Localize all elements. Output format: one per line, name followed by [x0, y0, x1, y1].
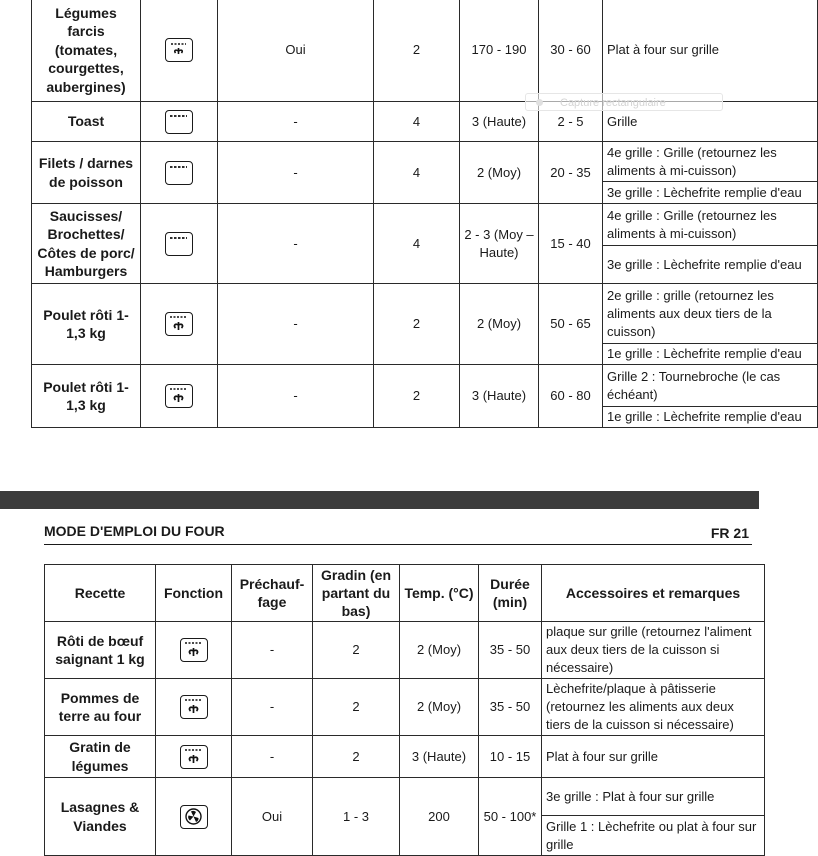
function-cell — [141, 284, 218, 365]
recipe-name: Filets / darnes de poisson — [32, 142, 141, 204]
rack-value: 2 — [374, 365, 460, 428]
time-value: 60 - 80 — [539, 365, 603, 428]
temp-value: 170 - 190 — [460, 0, 539, 102]
temp-value: 3 (Haute) — [400, 736, 479, 778]
remarks: 3e grille : Lèchefrite remplie d'eau — [603, 246, 818, 284]
time-value: 2 - 5 — [539, 102, 603, 142]
function-cell — [141, 365, 218, 428]
preheat-value: - — [218, 142, 374, 204]
preheat-value: Oui — [218, 0, 374, 102]
time-value: 50 - 65 — [539, 284, 603, 365]
function-cell — [141, 142, 218, 204]
header-recipe: Recette — [45, 565, 156, 622]
preheat-value: - — [218, 204, 374, 284]
remarks: 3e grille : Plat à four sur grille — [542, 778, 765, 816]
function-cell — [156, 622, 232, 679]
remarks: Plat à four sur grille — [542, 736, 765, 778]
recipe-name: Poulet rôti 1-1,3 kg — [32, 284, 141, 365]
header-function: Fonction — [156, 565, 232, 622]
remarks: 2e grille : grille (retournez les aliments aux deux tiers de la cuisson) — [603, 284, 818, 344]
turbo-grill-icon — [165, 384, 193, 408]
preheat-value: - — [218, 102, 374, 142]
function-cell — [141, 102, 218, 142]
rack-value: 2 — [313, 736, 400, 778]
header-rack: Gradin (en partant du bas) — [313, 565, 400, 622]
capture-tooltip-label: Capture rectangulaire — [560, 97, 666, 109]
header-remarks: Accessoires et remarques — [542, 565, 765, 622]
header-duration: Durée (min) — [479, 565, 542, 622]
preheat-value: - — [218, 284, 374, 365]
remarks: Lèchefrite/plaque à pâtisserie (retournez les aliments aux deux tiers de la cuisson si nécessaire) — [542, 679, 765, 736]
recipe-name: Légumes farcis (tomates, courgettes, aubergines) — [32, 0, 141, 102]
page-title: MODE D'EMPLOI DU FOUR — [44, 523, 225, 539]
table-row — [32, 0, 818, 102]
temp-value: 2 - 3 (Moy – Haute) — [460, 204, 539, 284]
time-value: 15 - 40 — [539, 204, 603, 284]
table-row — [32, 365, 818, 407]
function-cell — [156, 778, 232, 856]
remarks: 3e grille : Lèchefrite remplie d'eau — [603, 182, 818, 204]
rack-value: 4 — [374, 204, 460, 284]
recipe-name: Toast — [32, 102, 141, 142]
rack-value: 2 — [374, 284, 460, 365]
temp-value: 2 (Moy) — [400, 622, 479, 679]
remarks: Grille 2 : Tournebroche (le cas échéant) — [603, 365, 818, 407]
recipe-name: Lasagnes & Viandes — [45, 778, 156, 856]
table-row — [45, 736, 765, 778]
remarks: Plat à four sur grille — [603, 0, 818, 102]
time-value: 50 - 100* — [479, 778, 542, 856]
header-row — [45, 565, 765, 622]
function-cell — [156, 736, 232, 778]
recipe-name: Saucisses/ Brochettes/ Côtes de porc/ Hamburgers — [32, 204, 141, 284]
preheat-value: Oui — [232, 778, 313, 856]
function-cell — [156, 679, 232, 736]
rack-value: 4 — [374, 142, 460, 204]
table-row — [32, 204, 818, 246]
table-row — [32, 284, 818, 344]
grill-icon — [165, 232, 193, 256]
recipe-name: Poulet rôti 1-1,3 kg — [32, 365, 141, 428]
function-cell — [141, 0, 218, 102]
remarks: Grille — [603, 102, 818, 142]
time-value: 20 - 35 — [539, 142, 603, 204]
temp-value: 2 (Moy) — [400, 679, 479, 736]
time-value: 30 - 60 — [539, 0, 603, 102]
header-preheat: Préchauf-fage — [232, 565, 313, 622]
preheat-value: - — [218, 365, 374, 428]
radio-icon — [536, 99, 543, 106]
table-row — [32, 142, 818, 182]
remarks: 4e grille : Grille (retournez les aliments à mi-cuisson) — [603, 204, 818, 246]
rack-value: 2 — [374, 0, 460, 102]
time-value: 10 - 15 — [479, 736, 542, 778]
turbo-grill-icon — [165, 312, 193, 336]
preheat-value: - — [232, 679, 313, 736]
remarks: 1e grille : Lèchefrite remplie d'eau — [603, 407, 818, 428]
rack-value: 2 — [313, 679, 400, 736]
remarks: 1e grille : Lèchefrite remplie d'eau — [603, 344, 818, 365]
remarks: Grille 1 : Lèchefrite ou plat à four sur grille — [542, 816, 765, 856]
function-cell — [141, 204, 218, 284]
temp-value: 2 (Moy) — [460, 284, 539, 365]
rack-value: 2 — [313, 622, 400, 679]
page-divider — [0, 491, 759, 509]
recipe-name: Gratin de légumes — [45, 736, 156, 778]
preheat-value: - — [232, 622, 313, 679]
remarks: plaque sur grille (retournez l'aliment aux deux tiers de la cuisson si nécessaire) — [542, 622, 765, 679]
cooking-table-bottom — [44, 564, 765, 856]
temp-value: 200 — [400, 778, 479, 856]
table-row — [45, 778, 765, 816]
turbo-grill-icon — [180, 638, 208, 662]
capture-tooltip — [525, 93, 723, 111]
grill-icon — [165, 161, 193, 185]
table-row — [45, 679, 765, 736]
forced-air-icon — [180, 805, 208, 829]
remarks: 4e grille : Grille (retournez les aliments à mi-cuisson) — [603, 142, 818, 182]
table-row — [45, 622, 765, 679]
temp-value: 3 (Haute) — [460, 365, 539, 428]
page-number: FR 21 — [710, 525, 749, 541]
time-value: 35 - 50 — [479, 622, 542, 679]
time-value: 35 - 50 — [479, 679, 542, 736]
grill-icon — [165, 110, 193, 134]
turbo-grill-icon — [180, 745, 208, 769]
rack-value: 4 — [374, 102, 460, 142]
recipe-name: Pommes de terre au four — [45, 679, 156, 736]
preheat-value: - — [232, 736, 313, 778]
fan-grill-icon — [165, 38, 193, 62]
temp-value: 2 (Moy) — [460, 142, 539, 204]
header-temp: Temp. (°C) — [400, 565, 479, 622]
heading-rule — [44, 544, 752, 545]
recipe-name: Rôti de bœuf saignant 1 kg — [45, 622, 156, 679]
rack-value: 1 - 3 — [313, 778, 400, 856]
temp-value: 3 (Haute) — [460, 102, 539, 142]
cooking-table-top — [31, 0, 818, 428]
turbo-grill-icon — [180, 695, 208, 719]
